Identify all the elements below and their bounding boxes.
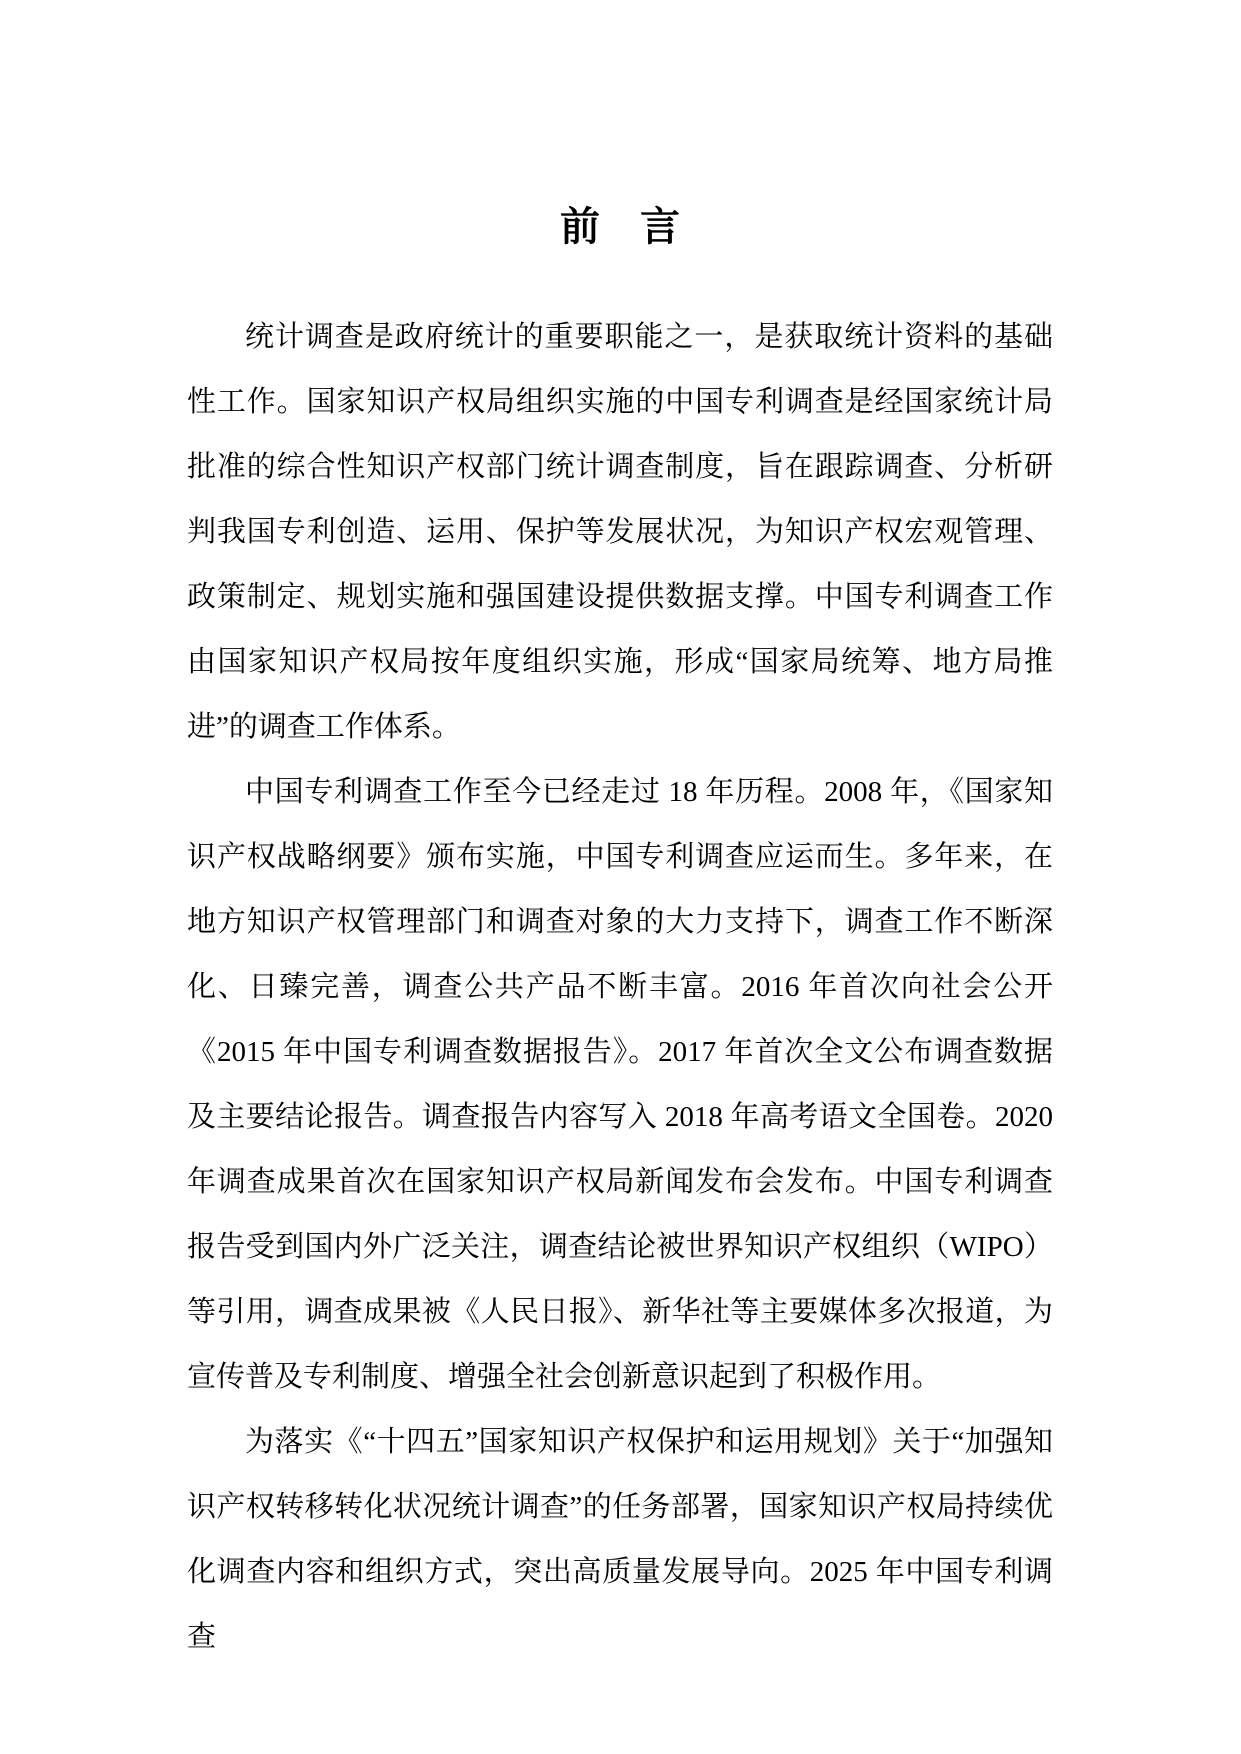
page-title [187, 203, 1053, 251]
paragraph-plan: 为落实《“十四五”国家知识产权保护和运用规划》关于“加强知识产权转移转化状况统计调查”的任务部署，国家知识产权局持续优化调查内容和组织方式，突出高质量发展导向。2025 年中国专利调查 [187, 1426, 1053, 1653]
page-title-text: 前 言 [560, 204, 680, 249]
paragraph-intro: 统计调查是政府统计的重要职能之一，是获取统计资料的基础性工作。国家知识产权局组织实施的中国专利调查是经国家统计局批准的综合性知识产权部门统计调查制度，旨在跟踪调查、分析研判我国专利创造、运用、保护等发展状况，为知识产权宏观管理、政策制定、规划实施和强国建设提供数据支撑。中国专利调查工作由国家知识产权局按年度组织实施，形成“国家局统筹、地方局推进”的调查工作体系。 [187, 321, 1053, 743]
paragraph-history: 中国专利调查工作至今已经走过 18 年历程。2008 年，《国家知识产权战略纲要》颁布实施，中国专利调查应运而生。多年来，在地方知识产权管理部门和调查对象的大力支持下，调查工作不断深化、日臻完善，调查公共产品不断丰富。2016 年首次向社会公开《2015 年中国专利调查数据报告》。2017 年首次全文公布调查数据及主要结论报告。调查报告内容写入 2018 年高考语文全国卷。2020 年调查成果首次在国家知识产权局新闻发布会发布。中国专利调查报告受到国内外广泛关注，调查结论被世界知识产权组织（WIPO）等引用，调查成果被《人民日报》、新华社等主要媒体多次报道，为宣传普及专利制度、增强全社会创新意识起到了积极作用。 [187, 776, 1053, 1393]
document-body [187, 305, 1053, 1670]
